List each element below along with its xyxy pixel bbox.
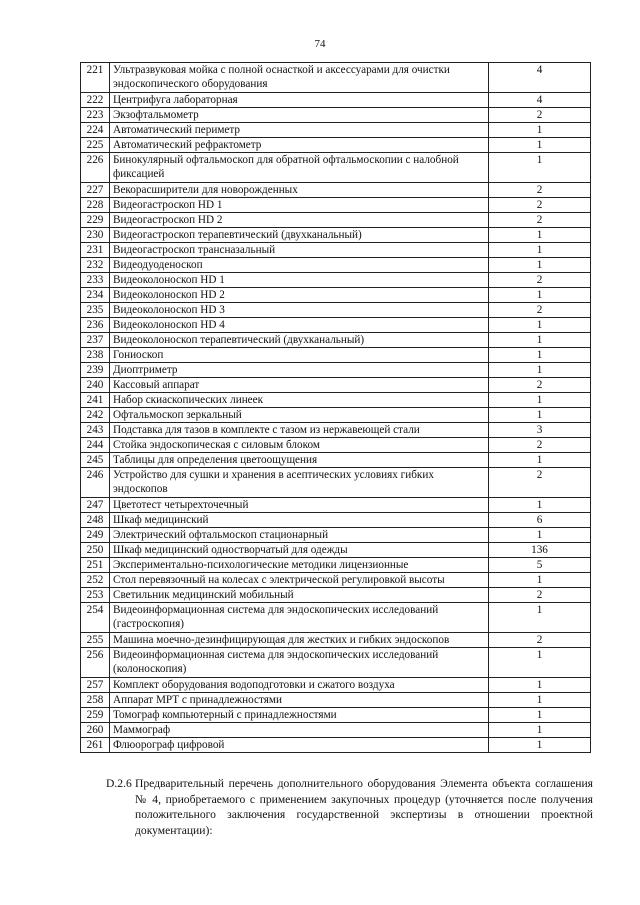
row-quantity: 6 (489, 513, 591, 528)
row-name: Видеоколоноскоп HD 4 (110, 318, 489, 333)
table-row (81, 648, 591, 678)
row-number: 246 (81, 468, 110, 498)
row-quantity: 2 (489, 303, 591, 318)
table-row (81, 243, 591, 258)
equipment-table (80, 62, 591, 753)
row-name: Экспериментально-психологические методики лицензионные (110, 558, 489, 573)
row-name: Экзофтальмометр (110, 108, 489, 123)
row-number: 232 (81, 258, 110, 273)
row-name: Таблицы для определения цветоощущения (110, 453, 489, 468)
table-row (81, 543, 591, 558)
row-name: Флюорограф цифровой (110, 738, 489, 753)
row-quantity: 1 (489, 408, 591, 423)
row-quantity: 5 (489, 558, 591, 573)
row-name: Цветотест четырехточечный (110, 498, 489, 513)
table-row (81, 573, 591, 588)
row-name: Бинокулярный офтальмоскоп для обратной офтальмоскопии с налобной фиксацией (110, 153, 489, 183)
row-number: 235 (81, 303, 110, 318)
row-name: Видеоколоноскоп HD 2 (110, 288, 489, 303)
table-row (81, 273, 591, 288)
row-number: 248 (81, 513, 110, 528)
table-row (81, 363, 591, 378)
row-number: 255 (81, 633, 110, 648)
row-number: 252 (81, 573, 110, 588)
table-row (81, 93, 591, 108)
table-row (81, 603, 591, 633)
row-number: 257 (81, 678, 110, 693)
row-quantity: 1 (489, 258, 591, 273)
row-quantity: 2 (489, 633, 591, 648)
table-row (81, 468, 591, 498)
row-number: 226 (81, 153, 110, 183)
row-quantity: 1 (489, 708, 591, 723)
row-number: 233 (81, 273, 110, 288)
row-number: 231 (81, 243, 110, 258)
row-name: Аппарат МРТ с принадлежностями (110, 693, 489, 708)
row-name: Комплект оборудования водоподготовки и сжатого воздуха (110, 678, 489, 693)
row-number: 253 (81, 588, 110, 603)
table-row (81, 723, 591, 738)
row-name: Видеоинформационная система для эндоскопических исследований (гастроскопия) (110, 603, 489, 633)
row-name: Видеогастроскоп терапевтический (двухканальный) (110, 228, 489, 243)
row-number: 254 (81, 603, 110, 633)
table-row (81, 588, 591, 603)
row-number: 241 (81, 393, 110, 408)
table-row (81, 153, 591, 183)
row-number: 261 (81, 738, 110, 753)
row-number: 221 (81, 63, 110, 93)
row-quantity: 4 (489, 63, 591, 93)
row-number: 224 (81, 123, 110, 138)
row-number: 259 (81, 708, 110, 723)
row-quantity: 1 (489, 348, 591, 363)
table-row (81, 423, 591, 438)
row-quantity: 1 (489, 498, 591, 513)
table-row (81, 333, 591, 348)
row-quantity: 2 (489, 438, 591, 453)
table-row (81, 708, 591, 723)
row-number: 240 (81, 378, 110, 393)
table-row (81, 693, 591, 708)
row-quantity: 1 (489, 153, 591, 183)
row-name: Светильник медицинский мобильный (110, 588, 489, 603)
row-name: Стойка эндоскопическая с силовым блоком (110, 438, 489, 453)
row-name: Видеоколоноскоп HD 3 (110, 303, 489, 318)
row-number: 247 (81, 498, 110, 513)
row-quantity: 1 (489, 453, 591, 468)
row-quantity: 1 (489, 693, 591, 708)
row-quantity: 1 (489, 243, 591, 258)
table-row (81, 558, 591, 573)
table-row (81, 198, 591, 213)
row-name: Подставка для тазов в комплекте с тазом из нержавеющей стали (110, 423, 489, 438)
row-quantity: 1 (489, 678, 591, 693)
row-quantity: 1 (489, 738, 591, 753)
table-row (81, 378, 591, 393)
table-row (81, 138, 591, 153)
table-row (81, 453, 591, 468)
row-quantity: 1 (489, 288, 591, 303)
row-quantity: 1 (489, 123, 591, 138)
section-d26 (106, 776, 593, 838)
row-quantity: 136 (489, 543, 591, 558)
table-row (81, 63, 591, 93)
row-quantity: 4 (489, 93, 591, 108)
row-name: Машина моечно-дезинфицирующая для жестких и гибких эндоскопов (110, 633, 489, 648)
row-quantity: 2 (489, 588, 591, 603)
row-name: Кассовый аппарат (110, 378, 489, 393)
row-quantity: 2 (489, 468, 591, 498)
row-name: Автоматический периметр (110, 123, 489, 138)
row-number: 229 (81, 213, 110, 228)
row-number: 242 (81, 408, 110, 423)
table-row (81, 258, 591, 273)
row-number: 245 (81, 453, 110, 468)
table-row (81, 738, 591, 753)
row-quantity: 1 (489, 528, 591, 543)
row-quantity: 1 (489, 138, 591, 153)
equipment-table-body (81, 63, 591, 753)
row-name: Шкаф медицинский (110, 513, 489, 528)
row-name: Видеодуоденоскоп (110, 258, 489, 273)
row-quantity: 2 (489, 213, 591, 228)
table-row (81, 408, 591, 423)
row-quantity: 1 (489, 333, 591, 348)
row-quantity: 2 (489, 198, 591, 213)
table-row (81, 183, 591, 198)
table-row (81, 228, 591, 243)
table-row (81, 393, 591, 408)
row-name: Видеогастроскоп HD 2 (110, 213, 489, 228)
row-quantity: 2 (489, 273, 591, 288)
row-number: 239 (81, 363, 110, 378)
row-quantity: 3 (489, 423, 591, 438)
table-row (81, 303, 591, 318)
row-name: Центрифуга лабораторная (110, 93, 489, 108)
row-quantity: 2 (489, 183, 591, 198)
row-number: 228 (81, 198, 110, 213)
row-name: Томограф компьютерный с принадлежностями (110, 708, 489, 723)
table-row (81, 498, 591, 513)
row-name: Видеогастроскоп трансназальный (110, 243, 489, 258)
row-name: Электрический офтальмоскоп стационарный (110, 528, 489, 543)
row-quantity: 1 (489, 318, 591, 333)
row-name: Устройство для сушки и хранения в асептических условиях гибких эндоскопов (110, 468, 489, 498)
row-name: Стол перевязочный на колесах с электрической регулировкой высоты (110, 573, 489, 588)
table-row (81, 633, 591, 648)
row-name: Видеоколоноскоп терапевтический (двухканальный) (110, 333, 489, 348)
row-name: Векорасширители для новорожденных (110, 183, 489, 198)
row-number: 222 (81, 93, 110, 108)
row-name: Маммограф (110, 723, 489, 738)
row-quantity: 1 (489, 573, 591, 588)
row-number: 236 (81, 318, 110, 333)
table-row (81, 528, 591, 543)
row-name: Гониоскоп (110, 348, 489, 363)
table-row (81, 318, 591, 333)
page-number: 74 (314, 38, 326, 50)
row-number: 243 (81, 423, 110, 438)
row-quantity: 2 (489, 108, 591, 123)
row-name: Видеоинформационная система для эндоскопических исследований (колоноскопия) (110, 648, 489, 678)
row-name: Автоматический рефрактометр (110, 138, 489, 153)
row-number: 234 (81, 288, 110, 303)
row-number: 249 (81, 528, 110, 543)
table-row (81, 513, 591, 528)
row-name: Офтальмоскоп зеркальный (110, 408, 489, 423)
section-number: D.2.6 (106, 777, 132, 790)
row-name: Ультразвуковая мойка с полной оснасткой и аксессуарами для очистки эндоскопического оборудования (110, 63, 489, 93)
row-number: 251 (81, 558, 110, 573)
row-name: Видеогастроскоп HD 1 (110, 198, 489, 213)
table-row (81, 288, 591, 303)
table-row (81, 123, 591, 138)
row-quantity: 1 (489, 603, 591, 633)
row-number: 230 (81, 228, 110, 243)
table-row (81, 348, 591, 363)
table-row (81, 678, 591, 693)
row-quantity: 1 (489, 228, 591, 243)
row-number: 227 (81, 183, 110, 198)
table-row (81, 108, 591, 123)
row-quantity: 1 (489, 648, 591, 678)
row-number: 225 (81, 138, 110, 153)
row-number: 250 (81, 543, 110, 558)
row-number: 238 (81, 348, 110, 363)
row-quantity: 2 (489, 378, 591, 393)
row-name: Набор скиаскопических линеек (110, 393, 489, 408)
row-number: 256 (81, 648, 110, 678)
table-row (81, 213, 591, 228)
row-name: Шкаф медицинский одностворчатый для одежды (110, 543, 489, 558)
row-number: 260 (81, 723, 110, 738)
row-number: 258 (81, 693, 110, 708)
row-name: Диоптриметр (110, 363, 489, 378)
row-quantity: 1 (489, 393, 591, 408)
row-number: 244 (81, 438, 110, 453)
table-row (81, 438, 591, 453)
section-text: Предварительный перечень дополнительного оборудования Элемента объекта соглашения № 4, приобретаемого с применением закупочных процедур (уточняется после получения положительного заключения государственной экспертизы в отношении проектной документации): (135, 777, 593, 837)
row-number: 237 (81, 333, 110, 348)
row-name: Видеоколоноскоп HD 1 (110, 273, 489, 288)
row-number: 223 (81, 108, 110, 123)
row-quantity: 1 (489, 363, 591, 378)
row-quantity: 1 (489, 723, 591, 738)
